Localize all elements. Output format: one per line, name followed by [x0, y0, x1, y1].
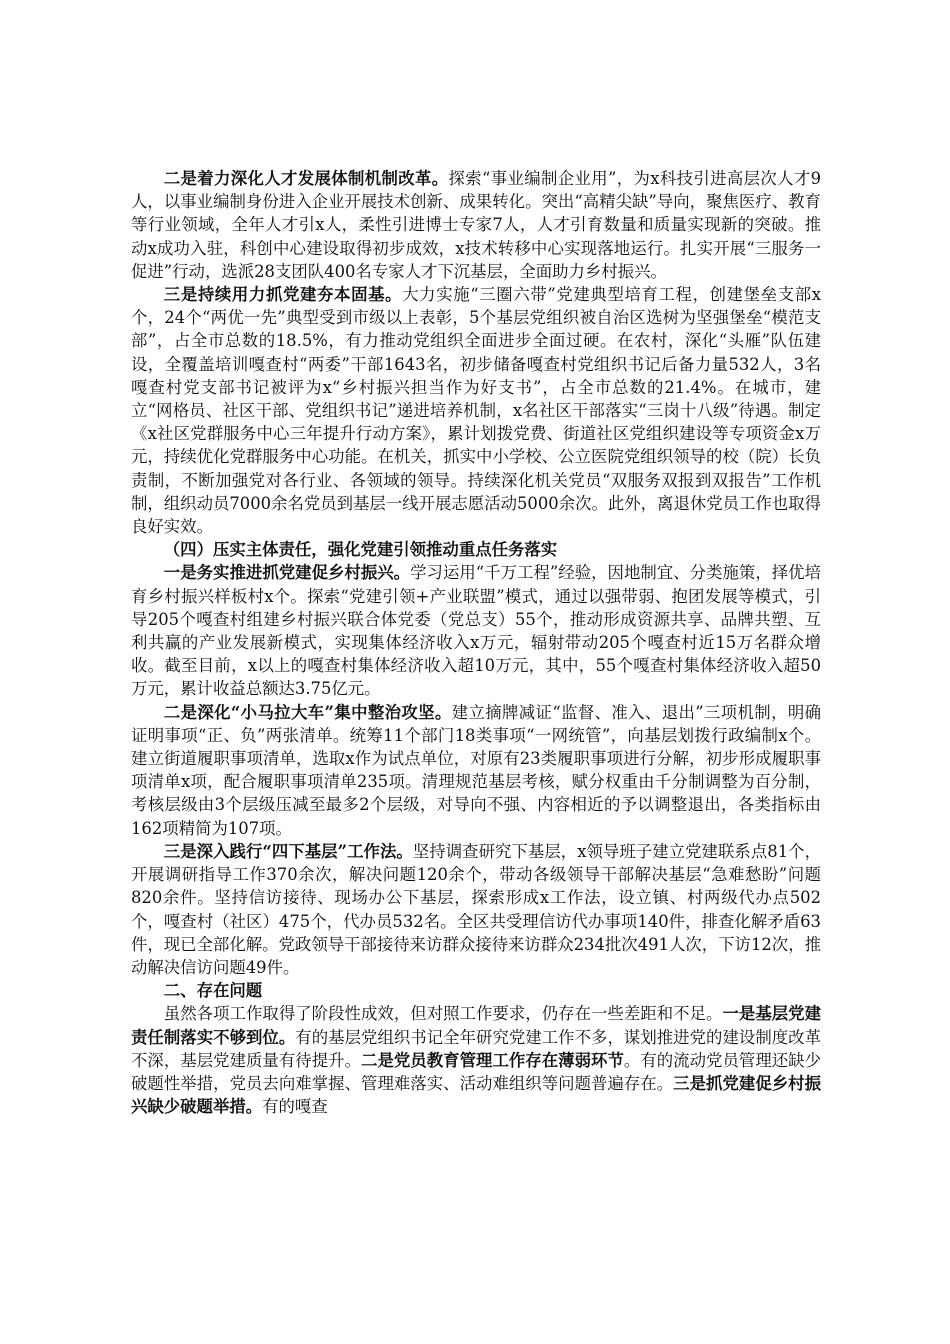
problem-one-lead: 一是基层党建责任制落实不够到位。 — [131, 1004, 821, 1047]
problem-one-body: 有的基层党组织书记全年研究党建工作不多，谋划推进党的建设制度改革不深，基层党建质量有待提升。 — [131, 1027, 821, 1070]
paragraph-body: 大力实施“三圈六带”党建典型培育工程，创建堡垒支部x个，24个“两优一先”典型受到市级以上表彰，5个基层党组织被自治区选树为坚强堡垒“模范支部”，占全市总数的18.5%，有力推动党组织全面进步全面过硬。在农村，深化“头雁”队伍建设，全覆盖培训嘎查村“两委”干部1643名，初步储备嘎查村党组织书记后备力量532人，3名嘎查村党支部书记被评为x“乡村振兴担当作为好支书”，占全市总数的21.4%。在城市，建立“网格员、社区干部、党组织书记”递进培养机制，x名社区干部落实“三岗十八级”待遇。制定《x社区党群服务中心三年提升行动方案》，累计划拨党费、街道社区党组织建设等专项资金x万元，持续优化党群服务中心功能。在机关，抓实中小学校、公立医院党组织领导的校（院）长负责制，不断加强党对各行业、各领域的领导。持续深化机关党员“双服务双报到双报告”工作机制，组织动员7000余名党员到基层一线开展志愿活动5000余次。此外，离退休党员工作也取得良好实效。 — [131, 285, 821, 537]
paragraph-four-down — [131, 840, 821, 979]
document-page — [131, 167, 821, 1118]
paragraph-body: 坚持调查研究下基层，x领导班子建立党建联系点81个，开展调研指导工作370余次，解决问题120余个，带动各级领导干部解决基层“急难愁盼”问题820余件。坚持信访接待、现场办公下基层，探索形成x工作法，设立镇、村两级代办点502个，嘎查村（社区）475个，代办员532名。全区共受理信访代办事项140件，排查化解矛盾63件，现已全部化解。党政领导干部接待来访群众接待来访群众234批次491人次，下访12次，推动解决信访问题49件。 — [131, 841, 821, 977]
paragraph-talent-reform — [131, 167, 821, 283]
problem-three-body: 有的嘎查 — [262, 1097, 328, 1117]
paragraph-problems — [131, 1002, 821, 1118]
paragraph-body: 探索“事业编制企业用”，为x科技引进高层次人才9人，以事业编制身份进入企业开展技术创新、成果转化。突出“高精尖缺”导向，聚焦医疗、教育等行业领域，全年人才引x人，柔性引进博士专家7人，人才引育数量和质量实现新的突破。推动x成功入驻，科创中心建设取得初步成效，x技术转移中心实现落地运行。扎实开展“三服务一促进”行动，选派28支团队400名专家人才下沉基层，全面助力乡村振兴。 — [131, 169, 822, 281]
paragraph-body: 建立摘牌减证“监督、准入、退出”三项机制，明确证明事项“正、负”两张清单。统筹11个部门18类事项“一网统管”，向基层划拨行政编制x个。建立街道履职事项清单，选取x作为试点单位，对原有23类履职事项进行分解，初步形成履职事项清单x项，配合履职事项清单235项。清理规范基层考核，赋分权重由千分制调整为百分制，考核层级由3个层级压减至最多2个层级，对导向不强、内容相近的予以调整退出，各类指标由162项精简为107项。 — [131, 702, 821, 838]
paragraph-body: 学习运用“千万工程”经验，因地制宜、分类施策，择优培育乡村振兴样板村x个。探索“党建引领+产业联盟”模式，通过以强带弱、抱团发展等模式，引导205个嘎查村组建乡村振兴联合体党委（党总支）55个，推动形成资源共享、品牌共塑、互利共赢的产业发展新模式，实现集体经济收入x万元，辐射带动205个嘎查村近15万名群众增收。截至目前，x以上的嘎查村集体经济收入超10万元，其中，55个嘎查村集体经济收入超50万元，累计收益总额达3.75亿元。 — [131, 563, 821, 699]
problem-two-body: 。有的流动党员管理还缺少破题性举措，党员去向难掌握、管理难落实、活动难组织等问题普遍存在。 — [131, 1050, 822, 1093]
problem-two-lead: 二是党员教育管理工作存在薄弱环节 — [361, 1050, 624, 1070]
problem-three-lead: 三是抓党建促乡村振兴缺少破题举措。 — [131, 1073, 821, 1117]
paragraph-lead: 二是深化“小马拉大车”集中整治攻坚。 — [163, 702, 452, 722]
section-heading-four: （四）压实主体责任，强化党建引领推动重点任务落实 — [163, 540, 558, 560]
paragraph-lead: 二是着力深化人才发展体制机制改革。 — [163, 169, 449, 188]
problem-intro: 虽然各项工作取得了阶段性成效，但对照工作要求，仍存在一些差距和不足。 — [163, 1004, 723, 1024]
paragraph-lead: 三是持续用力抓党建夯本固基。 — [163, 285, 403, 305]
paragraph-rural-revitalization — [131, 561, 821, 700]
paragraph-burden-reduction — [131, 701, 821, 840]
paragraph-lead: 三是深入践行“四下基层”工作法。 — [163, 841, 413, 861]
paragraph-party-building — [131, 283, 821, 538]
paragraph-lead: 一是务实推进抓党建促乡村振兴。 — [163, 563, 411, 583]
section-heading-problems: 二、存在问题 — [163, 981, 263, 1001]
